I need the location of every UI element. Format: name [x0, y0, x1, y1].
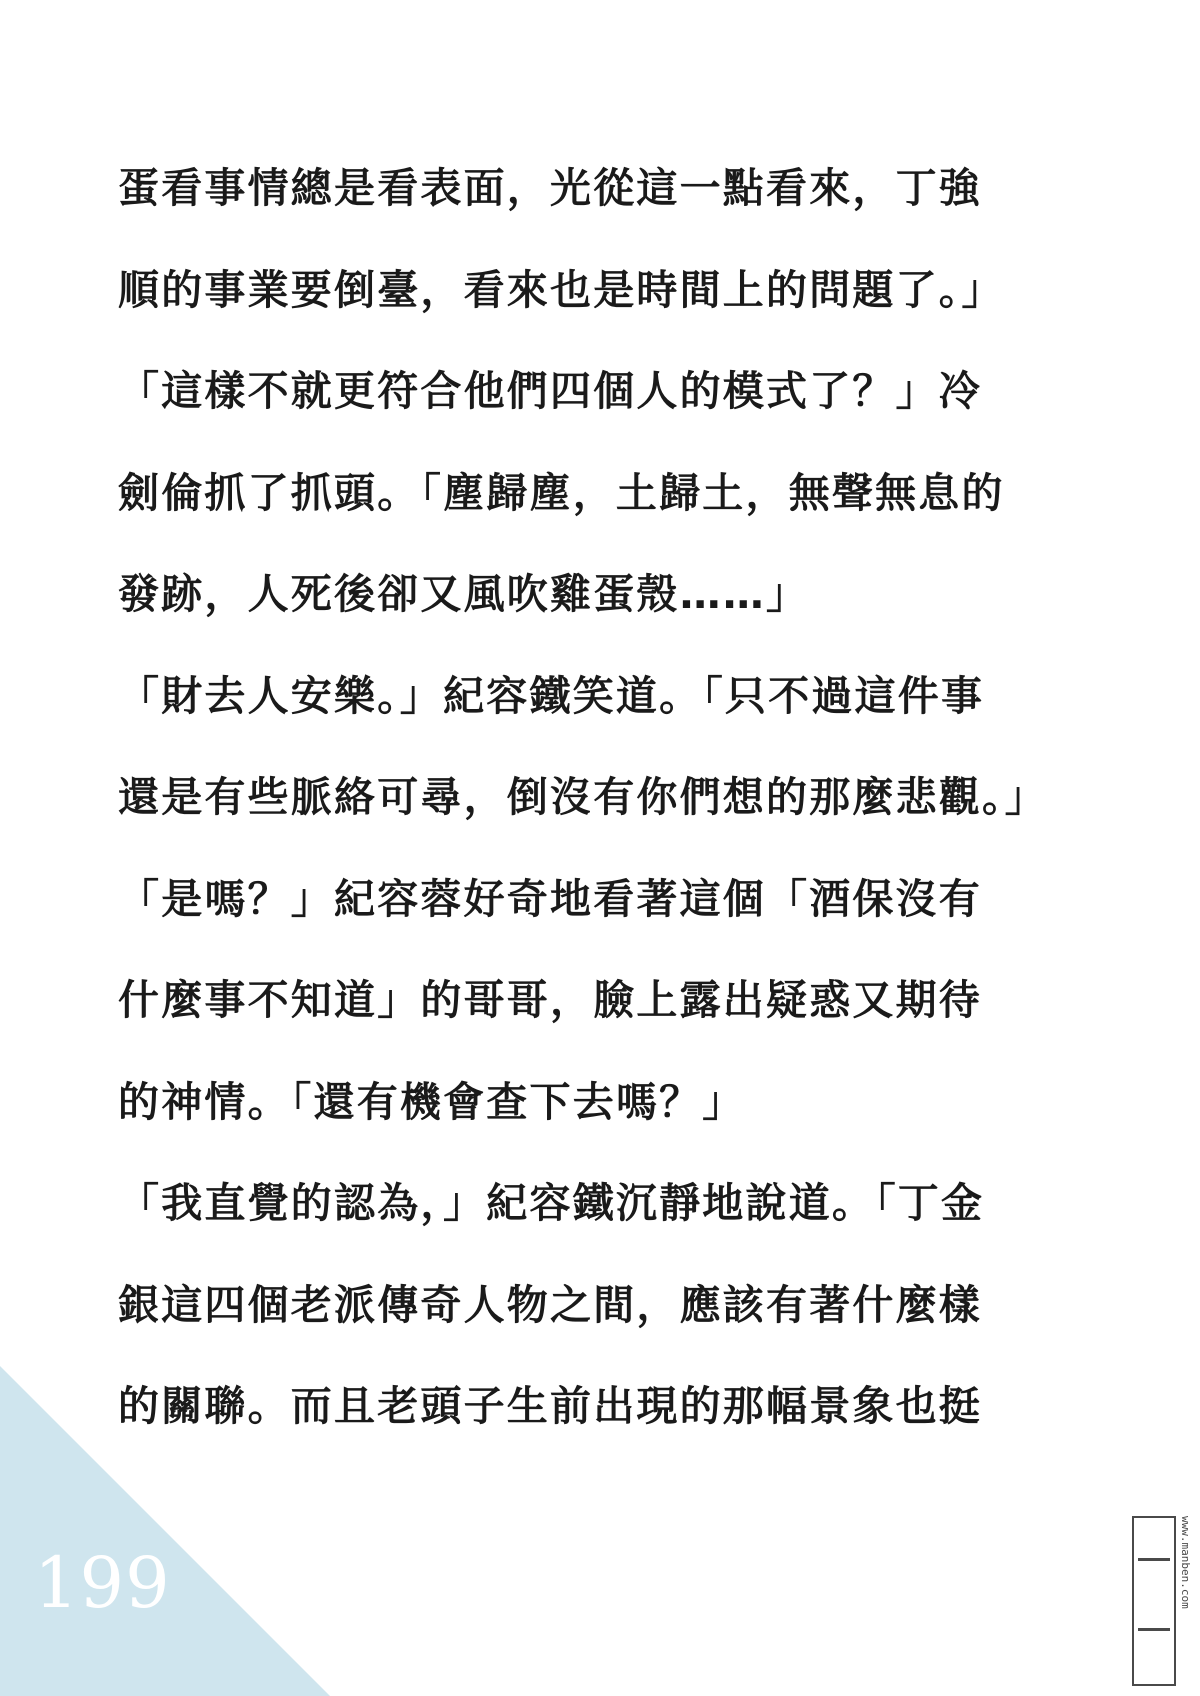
text-line: 劍倫抓了抓頭。「塵歸塵，土歸土，無聲無息的 [118, 469, 1005, 517]
text-line: 發跡，人死後卻又風吹雞蛋殼……」 [118, 570, 810, 618]
text-line: 蛋看事情總是看表面，光從這一點看來，丁強 [118, 164, 982, 212]
text-line: 還是有些脈絡可尋，倒沒有你們想的那麼悲觀。」 [118, 773, 1048, 821]
watermark-mark-icon [1132, 1516, 1176, 1686]
watermark-url: www.manben.com [1179, 1516, 1192, 1609]
watermark-logo [1112, 1516, 1192, 1686]
text-line: 「是嗎？」紀容蓉好奇地看著這個「酒保沒有 [118, 875, 982, 923]
text-line: 銀這四個老派傳奇人物之間，應該有著什麼樣 [118, 1281, 982, 1329]
text-line: 「這樣不就更符合他們四個人的模式了？」冷 [118, 367, 982, 415]
text-line: 的神情。「還有機會查下去嗎？」 [118, 1078, 746, 1126]
page-number: 199 [34, 1542, 171, 1624]
text-line: 順的事業要倒臺，看來也是時間上的問題了。」 [118, 266, 1005, 314]
text-line: 什麼事不知道」的哥哥，臉上露出疑惑又期待 [118, 976, 982, 1024]
text-line: 的關聯。而且老頭子生前出現的那幅景象也挺 [118, 1382, 982, 1430]
text-line: 「我直覺的認為，」紀容鐵沉靜地說道。「丁金 [118, 1179, 985, 1227]
text-line: 「財去人安樂。」紀容鐵笑道。「只不過這件事 [118, 672, 985, 720]
